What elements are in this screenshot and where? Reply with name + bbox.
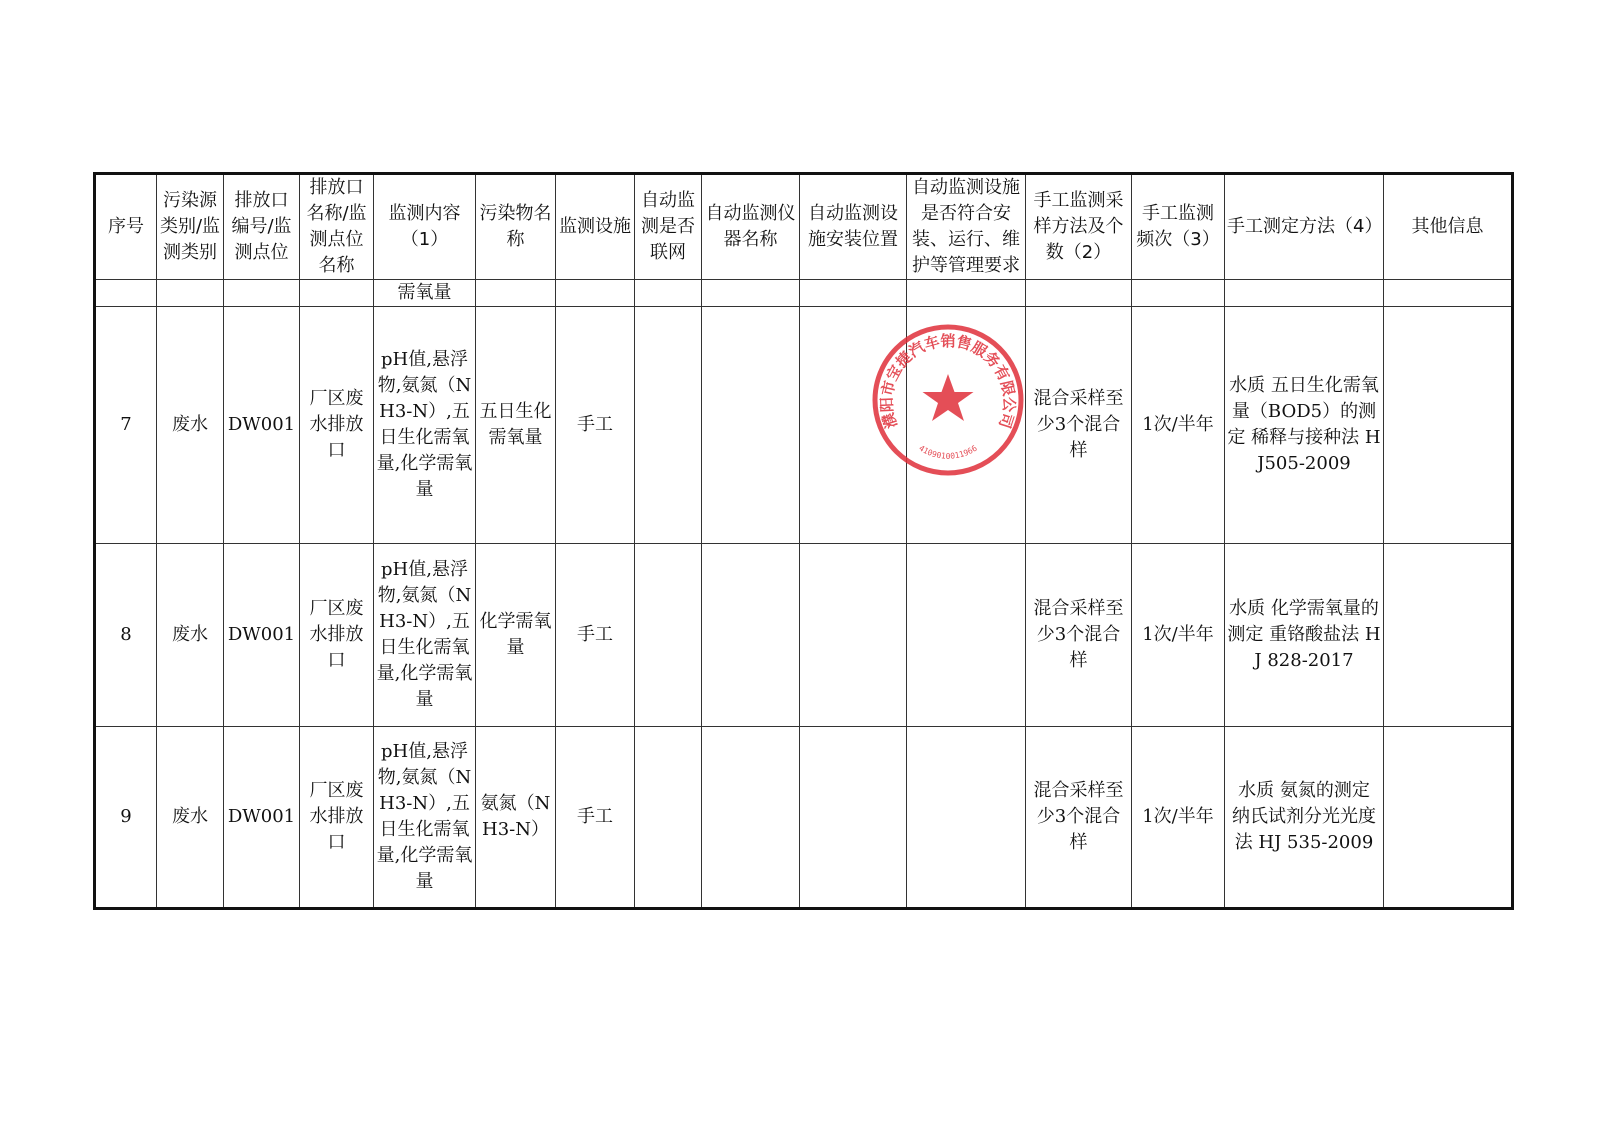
table-cell: 氨氮（NH3-N） <box>476 727 556 909</box>
table-cell <box>907 280 1026 307</box>
seal-code-text: 4109010011966 <box>917 443 979 461</box>
table-cell <box>1384 727 1513 909</box>
table-cell: 1次/半年 <box>1132 544 1225 727</box>
table-cell: 水质 化学需氧量的测定 重铬酸盐法 HJ 828-2017 <box>1225 544 1384 727</box>
table-cell <box>907 727 1026 909</box>
table-cell: 废水 <box>157 727 224 909</box>
table-header-row <box>95 174 1513 280</box>
table-cell: DW001 <box>224 727 300 909</box>
table-cell <box>95 280 157 307</box>
table-cell <box>635 307 702 544</box>
table-cell <box>1384 544 1513 727</box>
table-cell <box>702 307 800 544</box>
table-cell: 厂区废水排放口 <box>300 727 374 909</box>
table-row <box>95 727 1513 909</box>
table-cell <box>800 727 907 909</box>
table-cell: 废水 <box>157 544 224 727</box>
table-cell: 混合采样至少3个混合样 <box>1026 727 1132 909</box>
table-cell: pH值,悬浮物,氨氮（NH3-N）,五日生化需氧量,化学需氧量 <box>374 307 476 544</box>
table-cell: 混合采样至少3个混合样 <box>1026 307 1132 544</box>
table-cell: 厂区废水排放口 <box>300 307 374 544</box>
table-cell: 五日生化需氧量 <box>476 307 556 544</box>
table-cell <box>907 544 1026 727</box>
table-cell: DW001 <box>224 307 300 544</box>
header-cell: 序号 <box>95 174 157 280</box>
continuation-row <box>95 280 1513 307</box>
table-cell <box>1132 280 1225 307</box>
monitoring-table <box>93 172 1514 910</box>
table-cell: 需氧量 <box>374 280 476 307</box>
table-cell <box>702 280 800 307</box>
table-cell <box>635 544 702 727</box>
table-cell <box>224 280 300 307</box>
table-cell <box>635 727 702 909</box>
table-cell: 化学需氧量 <box>476 544 556 727</box>
header-cell: 排放口编号/监测点位 <box>224 174 300 280</box>
table-cell: pH值,悬浮物,氨氮（NH3-N）,五日生化需氧量,化学需氧量 <box>374 727 476 909</box>
table-cell <box>800 544 907 727</box>
table-cell <box>1384 280 1513 307</box>
table-cell: DW001 <box>224 544 300 727</box>
table-cell <box>157 280 224 307</box>
table-cell <box>1384 307 1513 544</box>
table-cell <box>1026 280 1132 307</box>
table-cell: 9 <box>95 727 157 909</box>
header-cell: 手工监测频次（3） <box>1132 174 1225 280</box>
table-cell: 1次/半年 <box>1132 307 1225 544</box>
header-cell: 自动监测是否联网 <box>635 174 702 280</box>
table-cell <box>300 280 374 307</box>
header-cell: 手工监测采样方法及个数（2） <box>1026 174 1132 280</box>
table-cell: 手工 <box>556 307 635 544</box>
table-cell <box>1225 280 1384 307</box>
table-cell <box>556 280 635 307</box>
table-cell <box>635 280 702 307</box>
header-cell: 自动监测仪器名称 <box>702 174 800 280</box>
header-cell: 自动监测设施安装位置 <box>800 174 907 280</box>
table-cell: 混合采样至少3个混合样 <box>1026 544 1132 727</box>
table-row <box>95 544 1513 727</box>
header-cell: 其他信息 <box>1384 174 1513 280</box>
table-row <box>95 307 1513 544</box>
seal-star-icon <box>923 374 974 421</box>
header-cell: 污染源类别/监测类别 <box>157 174 224 280</box>
header-cell: 排放口名称/监测点位名称 <box>300 174 374 280</box>
header-cell: 污染物名称 <box>476 174 556 280</box>
company-seal-stamp <box>870 322 1026 478</box>
table-cell <box>800 280 907 307</box>
table-cell: pH值,悬浮物,氨氮（NH3-N）,五日生化需氧量,化学需氧量 <box>374 544 476 727</box>
header-cell: 手工测定方法（4） <box>1225 174 1384 280</box>
table-cell: 厂区废水排放口 <box>300 544 374 727</box>
seal-company-text: 濮阳市宝捷汽车销售服务有限公司 <box>877 331 1019 431</box>
table-cell <box>702 727 800 909</box>
table-cell: 废水 <box>157 307 224 544</box>
table-cell: 手工 <box>556 727 635 909</box>
table-cell <box>702 544 800 727</box>
table-cell: 水质 氨氮的测定 纳氏试剂分光光度法 HJ 535-2009 <box>1225 727 1384 909</box>
table-cell: 手工 <box>556 544 635 727</box>
table-cell: 1次/半年 <box>1132 727 1225 909</box>
table-cell <box>476 280 556 307</box>
table-cell: 水质 五日生化需氧量（BOD5）的测定 稀释与接种法 HJ505-2009 <box>1225 307 1384 544</box>
table-cell: 8 <box>95 544 157 727</box>
table-cell: 7 <box>95 307 157 544</box>
header-cell: 监测设施 <box>556 174 635 280</box>
header-cell: 自动监测设施是否符合安装、运行、维护等管理要求 <box>907 174 1026 280</box>
header-cell: 监测内容（1） <box>374 174 476 280</box>
